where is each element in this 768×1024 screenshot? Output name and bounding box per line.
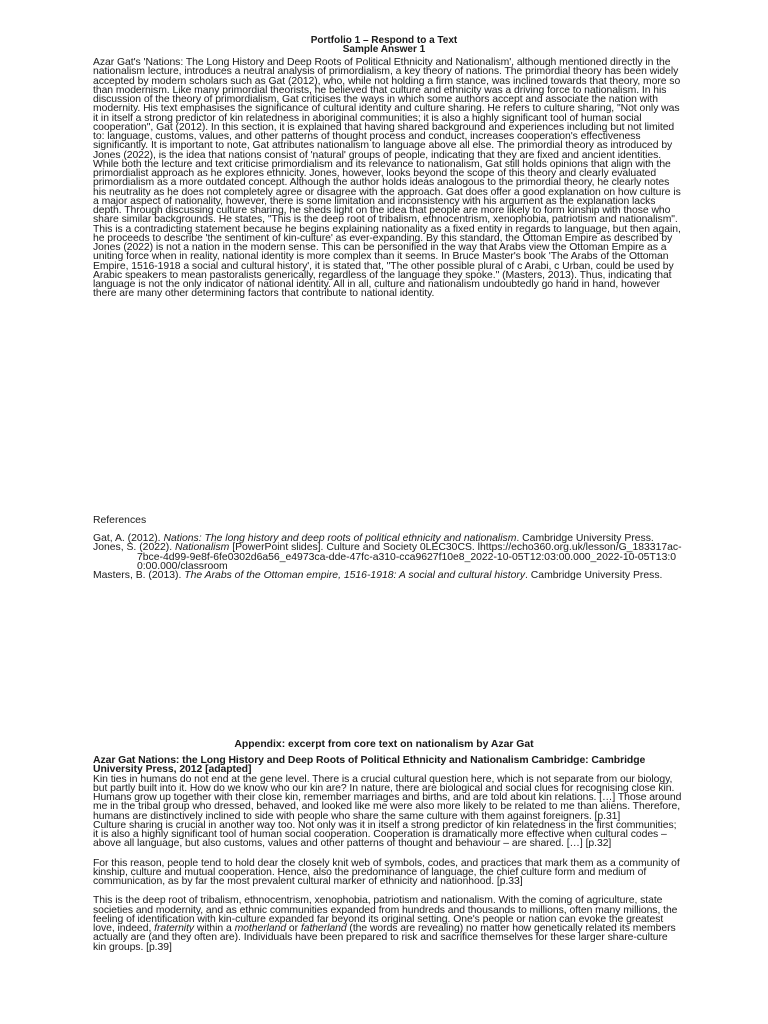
reference-author: Masters, B. (2013). (93, 570, 185, 581)
reference-details: [PowerPoint slides]. Culture and Society 0LEC30CS. lhttps://echo360.org.uk/lesson/G_183317ac-7bce-4d99-9e8f-6fe0302d6a56_e4973ca-dde-47fc-a310-cca9627f10e8_2022-10-05T12:03:00.000_2022-10-05T13:00:00.000/classroom (137, 542, 682, 572)
references-list (93, 534, 683, 580)
reference-item (93, 543, 683, 571)
reference-publisher: . Cambridge University Press. (516, 533, 654, 544)
appendix-paragraph: Kin ties in humans do not end at the gene level. There is a crucial cultural question here, which is not separate from our biology, but partly built into it. How do we know who our kin are? In nature, there are biological and social clues for recognising close kin. Humans grow up together with their close kin, remember marriages and births, and are told about kin relations. […] Those around me in the tribal group who dressed, behaved, and looked like me were also more likely to be related to me than aliens. Therefore, humans are distinctively inclined to side with people who share the same culture with them against foreigners. [p.31] (93, 773, 682, 822)
appendix-text: (the words are revealing) no matter how genetically related its members actually are (and they often are). Individuals have been prepared to risk and sacrifice themselves for these larger share-culture kin groups. [p.39] (93, 923, 676, 953)
appendix-paragraph: For this reason, people tend to hold dear the closely knit web of symbols, codes, and practices that mark them as a community of kinship, culture and mutual cooperation. Hence, also the predominance of language, the chief culture form and medium of communication, as by far the most prevalent cultural marker of ethnicity and nationhood. [p.33] (93, 857, 680, 887)
appendix-body (93, 756, 683, 952)
reference-publisher: . Cambridge University Press. (525, 570, 663, 581)
references-heading: References (93, 515, 147, 526)
appendix-emphasis: motherland (234, 923, 287, 934)
reference-item (93, 571, 683, 580)
appendix-text: This is the deep root of tribalism, ethnocentrism, xenophobia, patriotism and nationalism. With the coming of agriculture, state societies and modernity, and as ethnic communities expanded from hundreds and thousands to millions, often many millions, the feeling of identification with kin-culture expanded far beyond its original setting. One's people or nation can evoke the greatest love, indeed, (93, 895, 678, 934)
document-title: Portfolio 1 – Respond to a Text (310, 35, 458, 46)
paragraph-gap (93, 849, 683, 859)
appendix-text: within a (194, 923, 235, 934)
reference-author: Jones, S. (2022). (93, 542, 176, 554)
reference-author: Gat, A. (2012). (93, 533, 164, 544)
appendix-source: Azar Gat Nations: the Long History and Deep Roots of Political Ethnicity and Nationalism Cambridge: Cambridge University Press, 2012 [adapted] (93, 755, 646, 776)
appendix-emphasis: fatherland (300, 923, 347, 934)
appendix-emphasis: fraternity (154, 923, 195, 934)
essay-body (93, 58, 683, 299)
reference-title: Nationalism (175, 542, 230, 554)
appendix-title: Appendix: excerpt from core text on nationalism by Azar Gat (234, 739, 534, 750)
appendix-paragraph: Culture sharing is crucial in another way too. Not only was it in itself a strong predictor of kin relatedness in the first communities; it is also a highly significant tool of human social cooperation. Cooperation is dramatically more effective when cultural codes – above all language, but also customs, values and other patterns of thought and behaviour – are shared. […] [p.32] (93, 819, 677, 850)
essay-paragraph: Azar Gat's 'Nations: The Long History and Deep Roots of Political Ethnicity and Nationalism', although mentioned directly in the nationalism lecture, introduces a neutral analysis of primordialism, a key theory of nations. The primordial theory has been widely accepted by modern scholars such as Gat (2012), who, while not holding a firm stance, was inclined towards that theory, more so than modernism. Like many primordial theorists, he believed that culture and ethnicity was a driving force to nationalism. In his discussion of the theory of primordialism, Gat criticises the ways in which some authors accept and associate the nation with modernity. His text emphasises the significance of cultural identity and culture sharing. He refers to culture sharing, "Not only was it in itself a strong predictor of kin relatedness in aboriginal communities; it is also a highly significant tool of human social cooperation", Gat (2012). In this section, it is explained that having shared background and experiences including but not limited to: language, customs, values, and other patterns of thought process and conduct, increases cooperation's effectiveness significantly. It is important to note, Gat attributes nationalism to language above all else. The primordial theory as introduced by Jones (2022), is the idea that nations consist of 'natural' groups of people, indicating that they are fixed and ancient identities. While both the lecture and text criticise primordialism and its relevance to nationalism, Gat still holds opinions that align with the primordialist approach as he explores ethnicity. Jones, however, looks beyond the scope of this theory and clearly evaluated primordialism as a more outdated concept. Although the author holds ideas analogous to the primordial theory, he clearly notes his neutrality as he does not completely agree or disagree with the approach. Gat does offer a good explanation on how culture is a major aspect of nationality, however, there is some limitation and inconsistency with his argument as the explanation lacks depth. Through discussing culture sharing, he sheds light on the idea that people are more likely to form kinship with those who share similar backgrounds. He states, "This is the deep root of tribalism, ethnocentrism, xenophobia, patriotism and nationalism". This is a contradicting statement because he begins explaining nationality as a fixed entity in regards to language, but then again, he proceeds to describe 'the sentiment of kin-culture' as ever-expanding. By this standard, the Ottoman Empire as described by Jones (2022) is not a nation in the modern sense. This can be personified in the way that Arabs view the Ottoman Empire as a uniting force when in reality, national identity is more complex than it seems. In Bruce Master's book 'The Arabs of the Ottoman Empire, 1516-1918 a social and cultural history', it is stated that, "The other possible plural of c Arabi, c Urban, could be used by Arabic speakers to mean pastoralists generically, regardless of the language they spoke." (Masters, 2013). Thus, indicating that language is not the only indicator of national identity. All in all, culture and nationalism undoubtedly go hand in hand, however there are many other determining factors that contribute to national identity. (93, 57, 681, 300)
reference-title: The Arabs of the Ottoman empire, 1516-1918: A social and cultural history (184, 570, 526, 581)
document-subtitle: Sample Answer 1 (342, 44, 426, 55)
appendix-text: or (286, 923, 301, 934)
appendix-paragraph (93, 896, 683, 952)
reference-title: Nations: The long history and deep roots of political ethnicity and nationalism (163, 533, 517, 544)
